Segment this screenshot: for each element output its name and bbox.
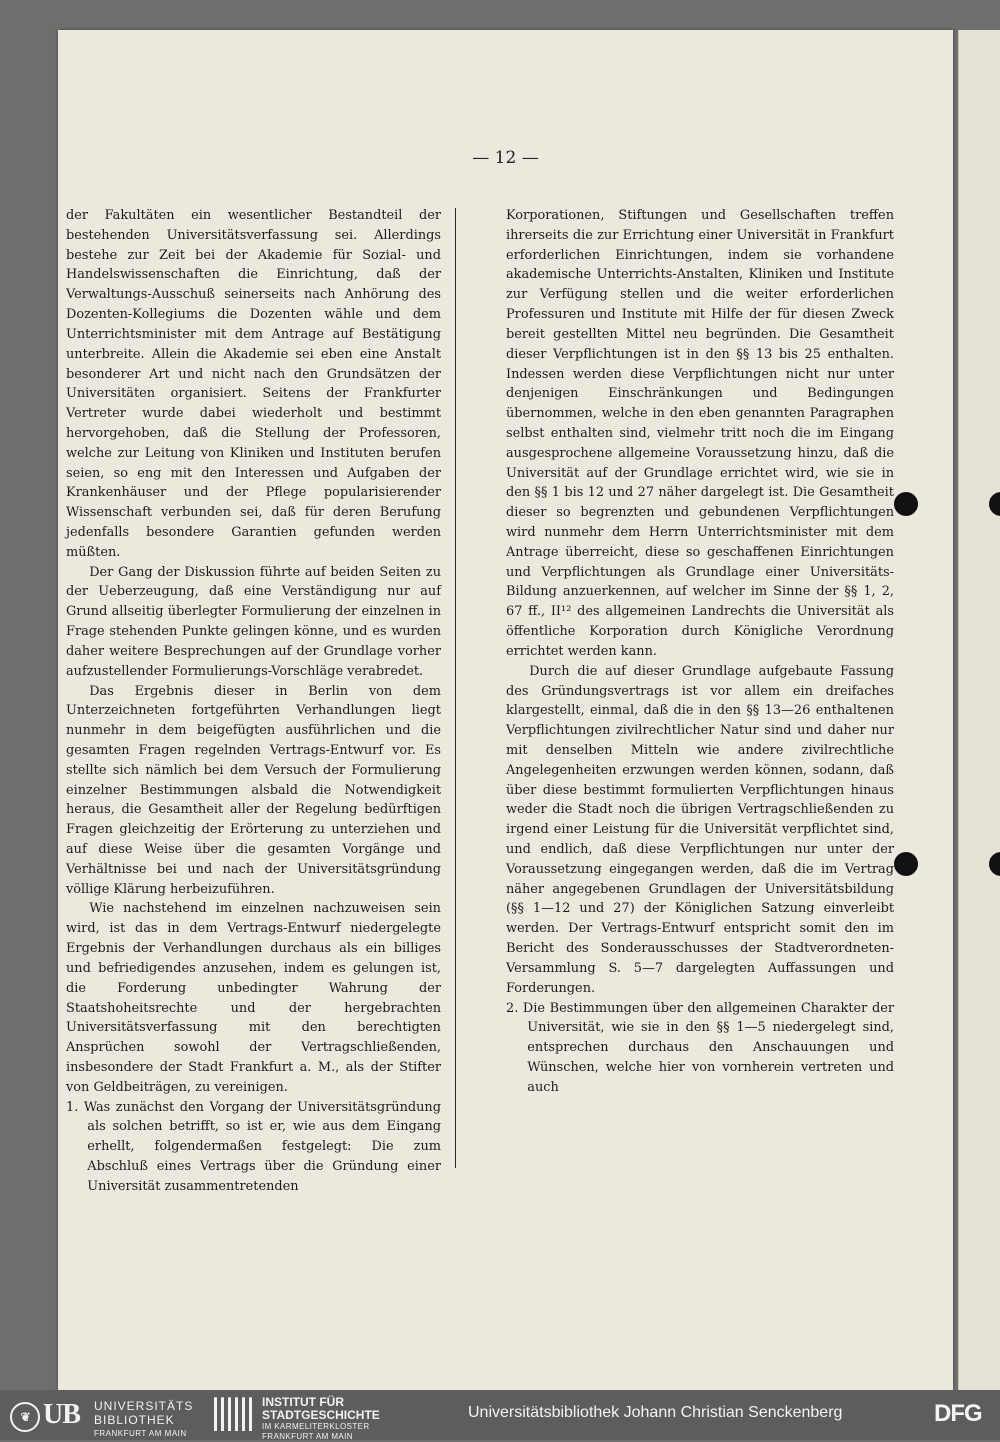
seal-icon: ❦: [10, 1402, 40, 1432]
right-text-column: [506, 206, 894, 1170]
page-number: — 12 —: [472, 148, 539, 168]
library-credit: Universitätsbibliothek Johann Christian Senckenberg: [468, 1404, 843, 1421]
paragraph: Der Gang der Diskussion führte auf beiden Seiten zu der Ueberzeugung, daß eine Verständigung nur auf Grund allseitig überlegter Formulierung der einzelnen in Frage stehenden Punkte gelingen könne, und es wurden daher weitere Besprechungen auf der Grundlage vorher aufzustellender Formulierungs-Vorschläge verabredet.: [66, 564, 441, 679]
paragraph: Wie nachstehend im einzelnen nachzuweisen sein wird, ist das in dem Vertrags-Entwurf niedergelegte Ergebnis der Verhandlungen durchaus als ein billiges und befriedigendes anzusehen, indem es gelungen ist, die Forderung unbedingter Wahrung der Staatshoheitsrechte und der hergebrachten Universitätsverfassung mit den berechtigten Ansprüchen sowohl der Vertragschließenden, insbesondere der Stadt Frankfurt a. M., als der Stifter von Geldbeiträgen, zu vereinigen.: [66, 901, 441, 1095]
ifs-line: STADTGESCHICHTE: [262, 1408, 380, 1422]
next-page-edge: [958, 30, 1000, 1390]
column-divider: [455, 208, 456, 1168]
punch-hole: [989, 852, 1000, 876]
paragraph: Das Ergebnis dieser in Berlin von dem Unterzeichneten fortgeführten Verhandlungen liegt nunmehr in dem beigefügten ausführlichen und die gesamten Fragen regelnden Vertrags-Entwurf vor. Es stellte sich nämlich bei dem Versuch der Formulierung einzelner Bestimmungen alsbald die Notwendigkeit heraus, die Gesamtheit aller der Regelung bedürftigen Fragen gleichzeitig der Erörterung zu unterziehen und auf diese Weise über die gesamten Vorgänge und Verhältnisse bei und nach der Universitätsgründung völlige Klärung herbeizuführen.: [66, 683, 441, 897]
ifs-line: IM KARMELITERKLOSTER: [262, 1422, 370, 1431]
paragraph: 2. Die Bestimmungen über den allgemeinen Charakter der Universität, wie sie in den §§ 1—5 niedergelegt sind, entsprechen durchaus den Anschauungen und Wünschen, welche hier von vornherein vertreten und auch: [506, 1000, 894, 1095]
punch-hole: [894, 852, 918, 876]
paragraph: 1. Was zunächst den Vorgang der Universitätsgründung als solchen betrifft, so ist er, wie aus dem Eingang erhellt, folgendermaßen festgelegt: Die zum Abschluß eines Vertrags über die Gründung einer Universität zusammentretenden: [66, 1099, 441, 1194]
punch-hole: [989, 492, 1000, 516]
ifs-logo-icon[interactable]: [214, 1397, 252, 1433]
ub-logo-text: UB: [43, 1399, 80, 1430]
left-text-column: [66, 206, 441, 1194]
paragraph: Korporationen, Stiftungen und Gesellschaften treffen ihrerseits die zur Errichtung einer Universität in Frankfurt erforderlichen Einrichtungen, indem sie vorhandene akademische Unterrichts-Anstalten, Kliniken und Institute zur Verfügung stellen und die weiter erforderlichen Professuren und Institute mit Hilfe der für diesen Zweck bereit gestellten Mittel neu begründen. Die Gesamtheit dieser Verpflichtungen ist in den §§ 13 bis 25 enthalten. Indessen werden diese Verpflichtungen nicht nur unter denjenigen Einschränkungen und Bedingungen übernommen, welche in den eben genannten Paragraphen selbst enthalten sind, vielmehr tritt noch die im Eingang ausgesprochene allgemeine Voraussetzung hinzu, daß die Universität auf der Grundlage errichtet wird, wie sie in den §§ 1 bis 12 und 27 näher dargelegt ist. Die Gesamtheit dieser so begrenzten und gebundenen Verpflichtungen wird nunmehr dem Herrn Unterrichtsminister mit dem Antrage überreicht, diese so geschaffenen Einrichtungen und Verpflichtungen als Grundlage einer Universitäts-Bildung anzuerkennen, auf welcher im Sinne der §§ 1, 2, 67 ff., II¹² des allgemeinen Landrechts die Universität als öffentliche Korporation durch Königliche Verordnung errichtet werden kann.: [506, 208, 894, 659]
ifs-line: FRANKFURT AM MAIN: [262, 1432, 353, 1441]
ub-line: FRANKFURT AM MAIN: [94, 1429, 187, 1438]
ifs-name: [262, 1396, 380, 1442]
ub-name: [94, 1399, 193, 1441]
ifs-line: INSTITUT FÜR: [262, 1395, 344, 1409]
ub-line: UNIVERSITÄTS: [94, 1399, 194, 1413]
ub-line: BIBLIOTHEK: [94, 1413, 175, 1427]
ub-logo[interactable]: [10, 1398, 90, 1432]
punch-hole: [894, 492, 918, 516]
footer-bar: [0, 1390, 1000, 1440]
scanned-page: [58, 30, 953, 1390]
dfg-logo[interactable]: DFG: [934, 1400, 982, 1427]
paragraph: Durch die auf dieser Grundlage aufgebaute Fassung des Gründungsvertrags ist vor allem ein dreifaches klargestellt, einmal, daß die in den §§ 13—26 enthaltenen Verpflichtungen zivilrechtlicher Natur sind und daher nur mit denselben Mitteln wie andere zivilrechtliche Angelegenheiten erzwungen werden können, sodann, daß über diese bestimmt formulierten Verpflichtungen hinaus weder die Stadt noch die übrigen Vertragschließenden zu irgend einer Leistung für die Universität verpflichtet sind, und endlich, daß diese Verpflichtungen nur unter der Voraussetzung eingegangen werden, daß die im Vertrag näher angegebenen Grundlagen der Universitätsbildung (§§ 1—12 und 27) der Königlichen Satzung einverleibt werden. Der Vertrags-Entwurf entspricht somit den im Bericht des Sonderausschusses der Stadtverordneten-Versammlung S. 5—7 dargelegten Auffassungen und Forderungen.: [506, 663, 894, 996]
paragraph: der Fakultäten ein wesentlicher Bestandteil der bestehenden Universitätsverfassung sei. Allerdings bestehe zur Zeit bei der Akademie für Sozial- und Handelswissenschaften die Einrichtung, daß der Verwaltungs-Ausschuß seinerseits nach Anhörung des Dozenten-Kollegiums die Dozenten wähle und dem Unterrichtsminister mit dem Antrage auf Bestätigung unterbreite. Allein die Akademie sei eben eine Anstalt besonderer Art und nicht nach den Grundsätzen der Universitäten organisiert. Seitens der Frankfurter Vertreter wurde dabei wiederholt und bestimmt hervorgehoben, daß die Stellung der Professoren, welche zur Leitung von Kliniken und Instituten berufen seien, so eng mit den Interessen und Aufgaben der Krankenhäuser und der Pflege popularisierender Wissenschaft verbunden sei, daß für deren Berufung jedenfalls besondere Garantien gefunden werden müßten.: [66, 208, 441, 560]
